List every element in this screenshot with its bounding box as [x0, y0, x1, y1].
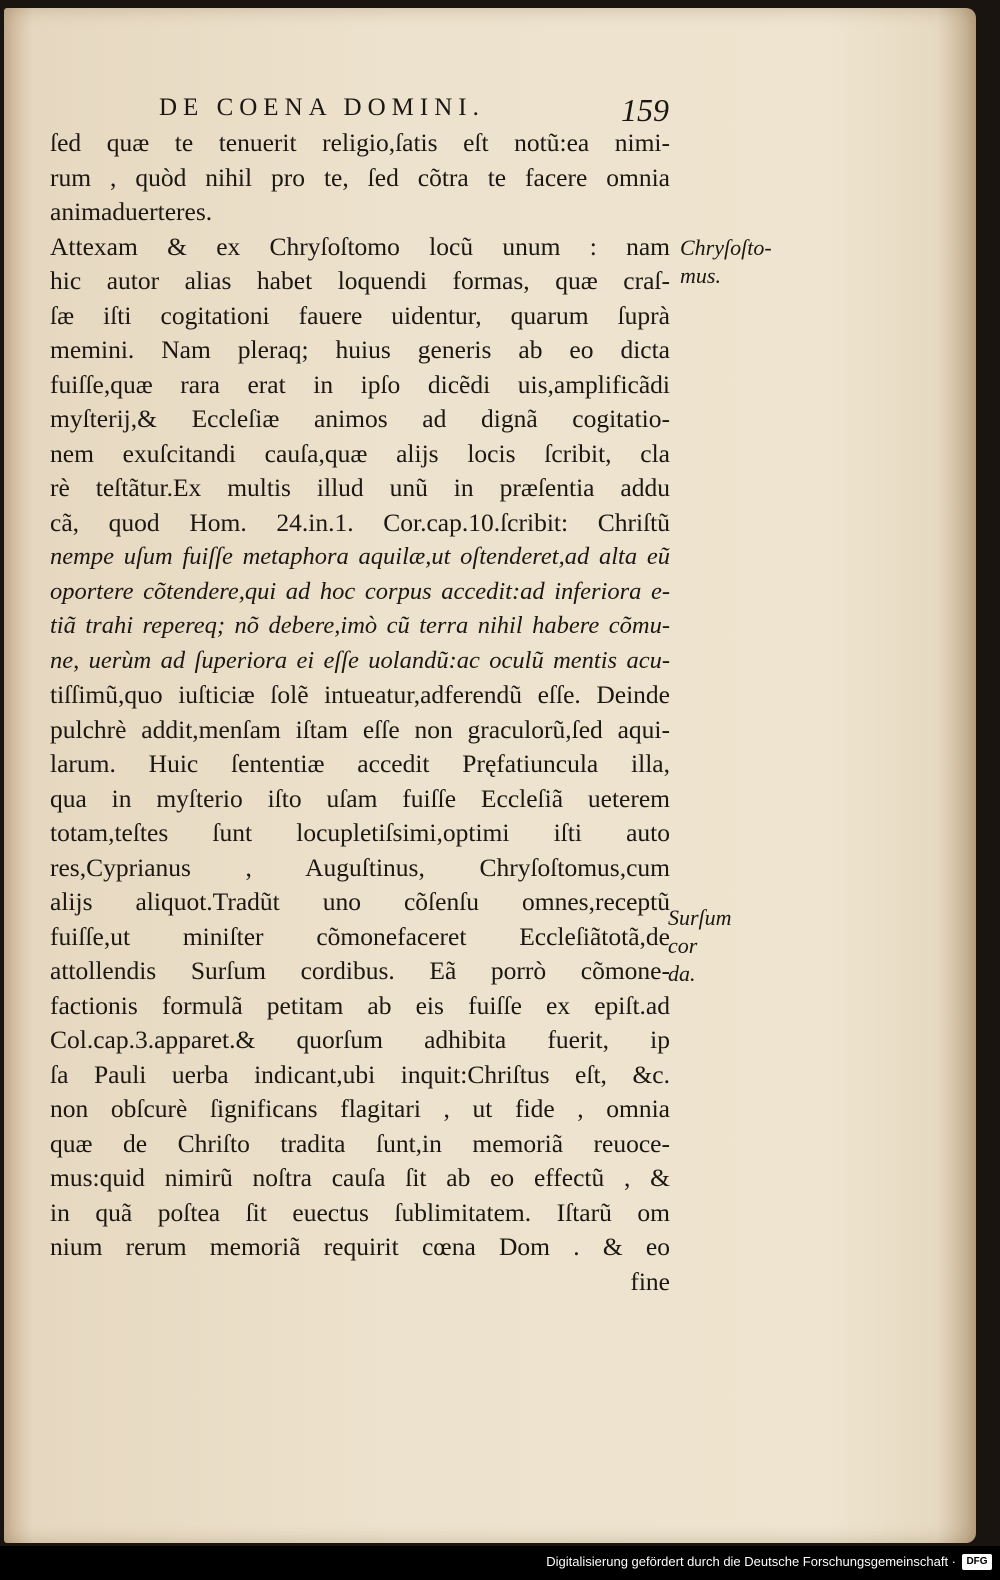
- digitization-footer: [0, 1546, 1000, 1580]
- text-line: non obſcurè ſignificans flagitari , ut fide , omnia: [50, 1094, 670, 1123]
- text-line: ſa Pauli uerba indicant,ubi inquit:Chriſtus eſt, &c.: [50, 1059, 670, 1089]
- text-line: larum. Huic ſententiæ accedit Pręfatiuncula illa,: [50, 749, 670, 778]
- page-header: [159, 94, 669, 130]
- page-number: 159: [621, 92, 669, 128]
- text-line: memini. Nam pleraq; huius generis ab eo dicta: [50, 335, 670, 364]
- text-line: qua in myſterio iſto uſam fuiſſe Eccleſiã ueterem: [50, 783, 670, 813]
- text-line: pulchrè addit,menſam iſtam eſſe non graculorũ,ſed aqui-: [50, 714, 670, 744]
- text-line: hic autor alias habet loquendi formas, quæ craſ-: [50, 266, 670, 295]
- text-line: animaduerteres.: [50, 197, 213, 226]
- text-line: attollendis Surſum cordibus. Eã porrò cõmone-: [50, 956, 670, 985]
- text-line: ſed quæ te tenuerit religio,ſatis eſt notũ:ea nimi-: [50, 128, 670, 157]
- margin-note-chrysostomus: Chryſoſto- mus.: [680, 235, 772, 288]
- text-line: nem exuſcitandi cauſa,quæ alijs locis ſcribit, cla: [50, 438, 670, 468]
- text-line: nium rerum memoriã requirit cœna Dom . & eo: [50, 1232, 670, 1261]
- text-line: factionis formulã petitam ab eis fuiſſe ex epiſt.ad: [50, 990, 670, 1020]
- text-line: mus:quid nimirũ noſtra cauſa ſit ab eo effectũ , &: [50, 1163, 670, 1192]
- text-line: rum , quòd nihil pro te, ſed cõtra te facere omnia: [50, 162, 670, 192]
- running-title: DE COENA DOMINI.: [159, 94, 485, 121]
- text-line: res,Cyprianus , Auguſtinus, Chryſoſtomus,cum: [50, 852, 670, 882]
- body-text: [50, 126, 670, 1299]
- footer-credit: Digitalisierung gefördert durch die Deutsche Forschungsgemeinschaft ·: [546, 1554, 956, 1569]
- dfg-logo: DFG: [962, 1554, 992, 1570]
- book-page: [4, 8, 976, 1543]
- text-line: cã, quod Hom. 24.in.1. Cor.cap.10.ſcribit: Chriſtũ: [50, 507, 670, 537]
- text-line: quæ de Chriſto tradita ſunt,in memoriã reuoce-: [50, 1128, 670, 1158]
- text-line: Col.cap.3.apparet.& quorſum adhibita fuerit, ip: [50, 1025, 670, 1054]
- text-line: fuiſſe,quæ rara erat in ipſo dicẽdi uis,amplificãdi: [50, 369, 670, 399]
- text-line: fuiſſe,ut miniſter cõmonefaceret Eccleſiãtotã,de: [50, 921, 670, 951]
- text-line: fine: [630, 1266, 670, 1296]
- text-line: ſæ iſti cogitationi fauere uidentur, quarum ſuprà: [50, 300, 670, 330]
- text-line: tiſſimũ,quo iuſticiæ ſolẽ intueatur,adferendũ eſſe. Deinde: [50, 680, 670, 709]
- text-line: Attexam & ex Chryſoſtomo locũ unum : nam: [50, 231, 670, 261]
- text-line: myſterij,& Eccleſiæ animos ad dignã cogitatio-: [50, 404, 670, 433]
- text-line: rè teſtãtur.Ex multis illud unũ in præſentia addu: [50, 473, 670, 502]
- text-line: alijs aliquot.Tradũt uno cõſenſu omnes,receptũ: [50, 887, 670, 916]
- text-line: oportere cõtendere,qui ad hoc corpus accedit:ad inferiora e-: [50, 577, 670, 605]
- text-line: totam,teſtes ſunt locupletiſsimi,optimi iſti auto: [50, 818, 670, 847]
- text-line: ne, uerùm ad ſuperiora ei eſſe uolandũ:ac oculũ mentis acu-: [50, 646, 670, 674]
- text-line: in quã poſtea ſit euectus ſublimitatem. Iſtarũ om: [50, 1197, 670, 1227]
- text-line: nempe uſum fuiſſe metaphora aquilæ,ut oſtenderet,ad alta eũ: [50, 543, 670, 570]
- margin-note-sursum-corda: Surſum cor da.: [668, 905, 732, 986]
- text-line: tiã trahi repereq; nõ debere,imò cũ terra nihil habere cõmu-: [50, 612, 670, 639]
